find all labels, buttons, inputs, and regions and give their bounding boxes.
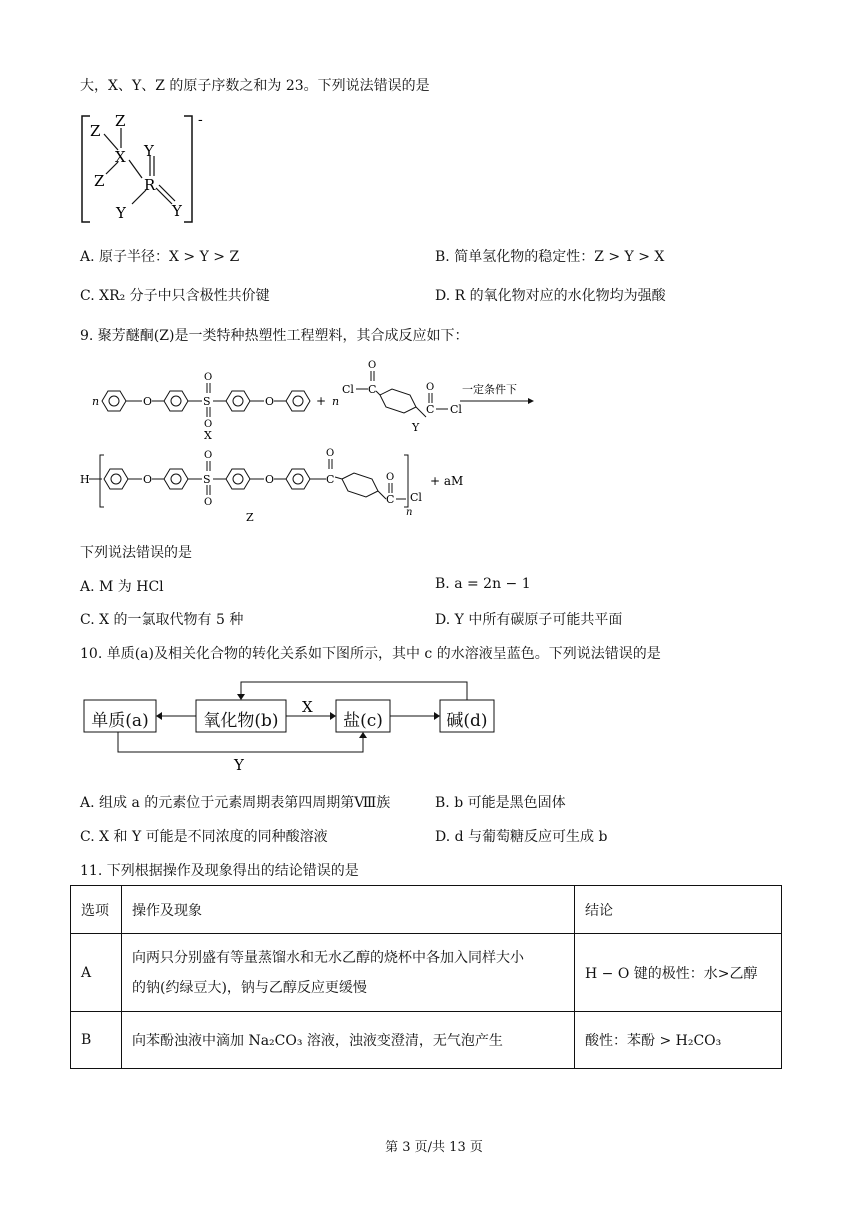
q9-stem: 9. 聚芳醚酮(Z)是一类特种热塑性工程塑料，其合成反应如下： bbox=[80, 328, 469, 344]
q10-option-a: A. 组成 a 的元素位于元素周期表第四周期第Ⅷ族 bbox=[80, 795, 391, 811]
ether-oxygen: O bbox=[143, 395, 153, 408]
atom-z1: Z bbox=[90, 122, 101, 140]
atom-y3: Y bbox=[172, 202, 182, 220]
benzene-ring bbox=[102, 391, 126, 411]
ether-oxygen: O bbox=[265, 473, 275, 486]
atom-z3: Z bbox=[94, 172, 105, 190]
header-operation: 操作及现象 bbox=[122, 886, 575, 934]
q8-option-b: B. 简单氢化物的稳定性：Z > Y > X bbox=[435, 249, 665, 265]
atom-z2: Z bbox=[115, 112, 126, 130]
row-option: B bbox=[71, 1012, 122, 1069]
cyclohexane-ring bbox=[380, 389, 416, 413]
end-chlorine: Cl bbox=[410, 491, 422, 504]
row-conclusion: 酸性：苯酚 > H₂CO₃ bbox=[575, 1012, 782, 1069]
sulfonyl-oxygen: O bbox=[204, 497, 213, 508]
sulfonyl-oxygen: O bbox=[204, 419, 213, 430]
q9-product-diagram bbox=[80, 445, 500, 525]
acyl-chloride-cl: Cl bbox=[342, 383, 354, 396]
q9-option-d: D. Y 中所有碳原子可能共平面 bbox=[435, 612, 623, 628]
table-row bbox=[71, 1012, 782, 1069]
header-conclusion: 结论 bbox=[575, 886, 782, 934]
sulfonyl-oxygen: O bbox=[204, 450, 213, 461]
q10-option-d: D. d 与葡萄糖反应可生成 b bbox=[435, 829, 608, 845]
reactant1-coefficient: n bbox=[92, 395, 100, 408]
carbonyl-carbon: C bbox=[368, 383, 377, 396]
benzene-ring bbox=[164, 469, 188, 489]
box-c-label: 盐(c) bbox=[343, 711, 383, 731]
q8-option-d: D. R 的氧化物对应的水化物均为强酸 bbox=[435, 288, 666, 304]
sulfonyl-sulfur: S bbox=[203, 395, 211, 408]
q10-stem: 10. 单质(a)及相关化合物的转化关系如下图所示，其中 c 的水溶液呈蓝色。下列说法错误的是 bbox=[80, 646, 661, 662]
q8-option-c: C. XR₂ 分子中只含极性共价键 bbox=[80, 288, 270, 304]
box-b-label: 氧化物(b) bbox=[203, 711, 279, 731]
table-header-row bbox=[71, 886, 782, 934]
q9-option-c: C. X 的一氯取代物有 5 种 bbox=[80, 612, 244, 628]
q11-stem: 11. 下列根据操作及现象得出的结论错误的是 bbox=[80, 863, 359, 879]
row-conclusion: H − O 键的极性：水>乙醇 bbox=[575, 934, 782, 1012]
box-d-label: 碱(d) bbox=[446, 711, 488, 731]
q11-table bbox=[70, 885, 782, 1069]
benzene-ring bbox=[164, 391, 188, 411]
row-operation bbox=[122, 934, 575, 1012]
acyl-chloride-cl: Cl bbox=[450, 403, 462, 416]
benzene-ring bbox=[286, 391, 310, 411]
reactant2-label: Y bbox=[412, 421, 420, 434]
box-a-label: 单质(a) bbox=[91, 711, 149, 731]
q8-structure-diagram bbox=[76, 108, 226, 228]
q9-option-b: B. a = 2n − 1 bbox=[435, 576, 531, 592]
reactant1-label: X bbox=[204, 429, 212, 442]
carbonyl-oxygen: O bbox=[368, 360, 377, 371]
ether-oxygen: O bbox=[265, 395, 275, 408]
header-option: 选项 bbox=[71, 886, 122, 934]
reactant2-coefficient: n bbox=[332, 395, 340, 408]
repeat-subscript: n bbox=[406, 507, 413, 518]
reaction-condition: 一定条件下 bbox=[462, 383, 517, 396]
page-footer: 第 3 页/共 13 页 bbox=[385, 1140, 483, 1155]
carbonyl-oxygen: O bbox=[386, 472, 395, 483]
carbonyl-oxygen: O bbox=[326, 448, 335, 459]
cyclohexane-ring bbox=[342, 473, 378, 497]
sulfonyl-sulfur: S bbox=[203, 473, 211, 486]
benzene-ring bbox=[226, 391, 250, 411]
atom-x: X bbox=[115, 148, 126, 166]
benzene-ring bbox=[286, 469, 310, 489]
row-operation: 向苯酚浊液中滴加 Na₂CO₃ 溶液，浊液变澄清，无气泡产生 bbox=[122, 1012, 575, 1069]
product-label: Z bbox=[246, 511, 254, 524]
benzene-ring bbox=[104, 469, 128, 489]
q8-option-a: A. 原子半径：X > Y > Z bbox=[80, 249, 240, 265]
q9-reactants-diagram bbox=[80, 355, 550, 445]
operation-line: 向两只分别盛有等量蒸馏水和无水乙醇的烧杯中各加入同样大小 bbox=[132, 949, 524, 966]
atom-y1: Y bbox=[144, 142, 154, 160]
row-option: A bbox=[71, 934, 122, 1012]
atom-r: R bbox=[144, 176, 156, 194]
plus-sign: + bbox=[316, 394, 327, 408]
operation-line: 的钠(约绿豆大)，钠与乙醇反应更缓慢 bbox=[132, 979, 367, 996]
arrow-y-label: Y bbox=[234, 756, 244, 774]
end-hydrogen: H bbox=[80, 473, 90, 486]
carbonyl-oxygen: O bbox=[426, 382, 435, 393]
q9-option-a: A. M 为 HCl bbox=[80, 579, 164, 595]
ion-charge: - bbox=[198, 112, 203, 128]
arrow-x-label: X bbox=[302, 698, 313, 716]
carbonyl-carbon: C bbox=[426, 403, 435, 416]
benzene-ring bbox=[226, 469, 250, 489]
carbonyl-carbon: C bbox=[386, 493, 395, 506]
sulfonyl-oxygen: O bbox=[204, 372, 213, 383]
byproduct: + aM bbox=[430, 474, 464, 488]
carbonyl-carbon: C bbox=[326, 473, 335, 486]
q10-option-b: B. b 可能是黑色固体 bbox=[435, 795, 566, 811]
q10-option-c: C. X 和 Y 可能是不同浓度的同种酸溶液 bbox=[80, 829, 328, 845]
atom-y2: Y bbox=[116, 204, 126, 222]
table-row bbox=[71, 934, 782, 1012]
q9-question: 下列说法错误的是 bbox=[80, 545, 192, 561]
ether-oxygen: O bbox=[143, 473, 153, 486]
intro-line: 大，X、Y、Z 的原子序数之和为 23。下列说法错误的是 bbox=[80, 78, 430, 94]
